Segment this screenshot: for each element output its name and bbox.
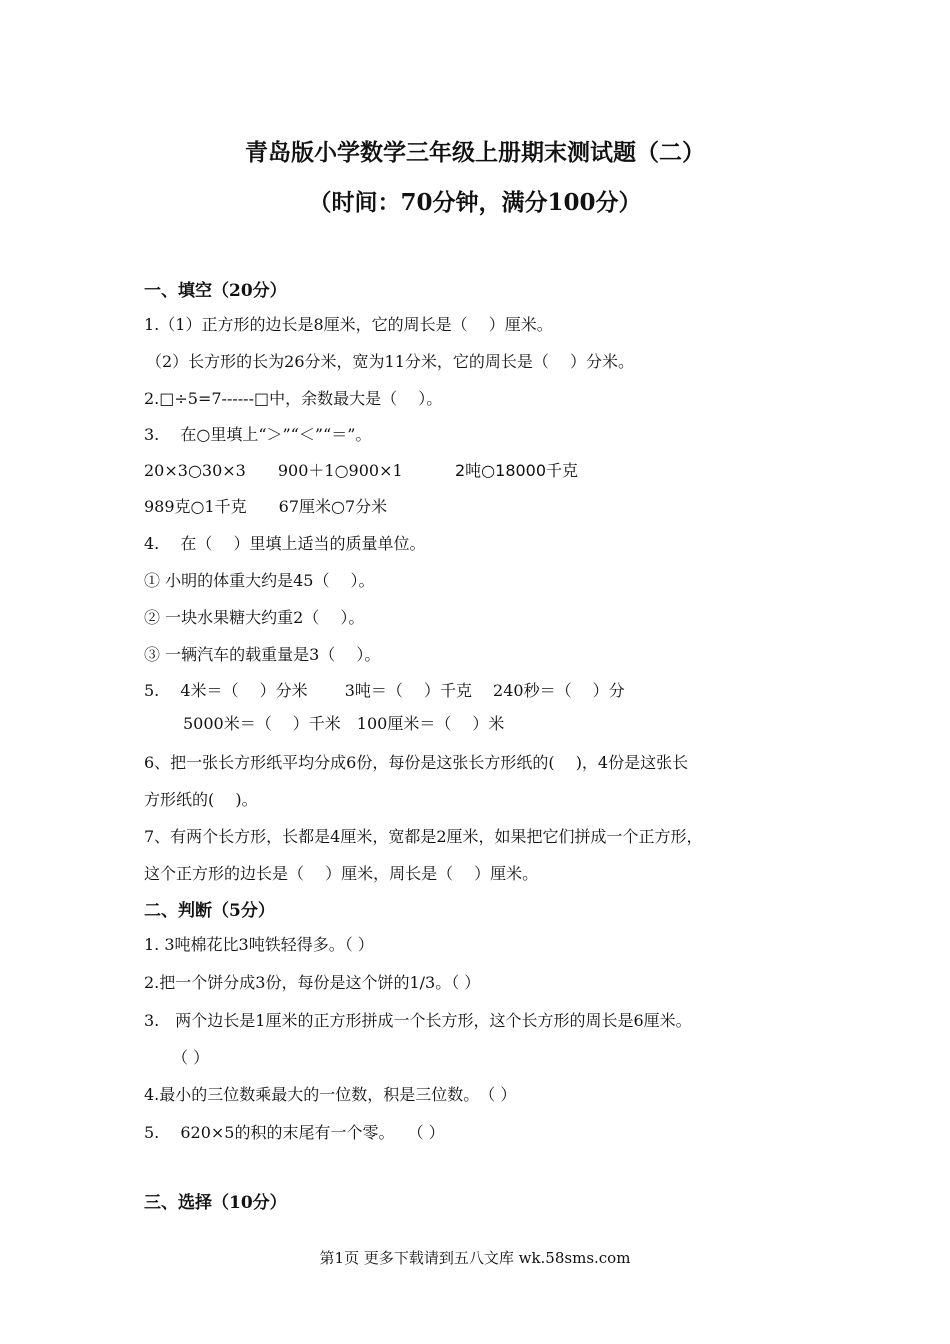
judge-question-3-line-1: 3. 两个边长是1厘米的正方形拼成一个长方形，这个长方形的周长是6厘米。 — [144, 1011, 692, 1030]
judge-question-5: 5. 620×5的积的末尾有一个零。 （ ） — [144, 1123, 445, 1142]
question-4-1: ① 小明的体重大约是45（ ）。 — [144, 571, 375, 590]
question-1-2: （2）长方形的长为26分米，宽为11分米，它的周长是（ ）分米。 — [146, 352, 634, 371]
question-3-row-1-ton: 2吨○18000千克 — [455, 461, 579, 480]
judge-question-2: 2.把一个饼分成3份，每份是这个饼的1/3。（ ） — [144, 973, 481, 992]
section-heading-choice: 三、选择（10分） — [144, 1193, 287, 1213]
question-6-line-2: 方形纸的( )。 — [144, 790, 258, 809]
question-3: 3. 在○里填上“＞”“＜”“＝”。 — [144, 425, 372, 444]
question-4-3: ③ 一辆汽车的载重量是3（ ）。 — [144, 645, 381, 664]
question-5-row-1: 5. 4米＝（ ）分米 3吨＝（ ）千克 240秒＝（ ）分 — [144, 681, 625, 700]
question-6-line-1: 6、把一张长方形纸平均分成6份，每份是这张长方形纸的( )，4份是这张长 — [144, 753, 689, 772]
question-1-1: 1.（1）正方形的边长是8厘米，它的周长是（ ）厘米。 — [144, 315, 553, 334]
page-footer: 第1页 更多下载请到五八文库 wk.58sms.com — [319, 1249, 631, 1267]
question-7-line-1: 7、有两个长方形，长都是4厘米，宽都是2厘米，如果把它们拼成一个正方形， — [144, 827, 703, 846]
question-4: 4. 在（ ）里填上适当的质量单位。 — [144, 534, 426, 553]
question-3-row-1: 20×3○30×3 900＋1○900×1 — [144, 461, 403, 480]
question-7-line-2: 这个正方形的边长是（ ）厘米，周长是（ ）厘米。 — [144, 864, 539, 883]
judge-question-3-line-2: （ ） — [172, 1048, 210, 1067]
question-3-row-2: 989克○1千克 67厘米○7分米 — [144, 497, 388, 516]
page-subtitle: （时间：70分钟，满分100分） — [308, 189, 642, 216]
page-title: 青岛版小学数学三年级上册期末测试题（二） — [245, 139, 705, 166]
judge-question-4: 4.最小的三位数乘最大的一位数，积是三位数。 （ ） — [144, 1085, 517, 1104]
question-4-2: ② 一块水果糖大约重2（ ）。 — [144, 608, 365, 627]
section-heading-judge: 二、判断（5分） — [144, 901, 275, 921]
question-2: 2.□÷5=7------□中，余数最大是（ ）。 — [144, 389, 443, 408]
question-5-row-2: 5000米＝（ ）千米 100厘米＝（ ）米 — [183, 714, 505, 733]
judge-question-1: 1. 3吨棉花比3吨铁轻得多。（ ） — [144, 935, 374, 954]
section-heading-fill-blank: 一、填空（20分） — [144, 281, 287, 301]
